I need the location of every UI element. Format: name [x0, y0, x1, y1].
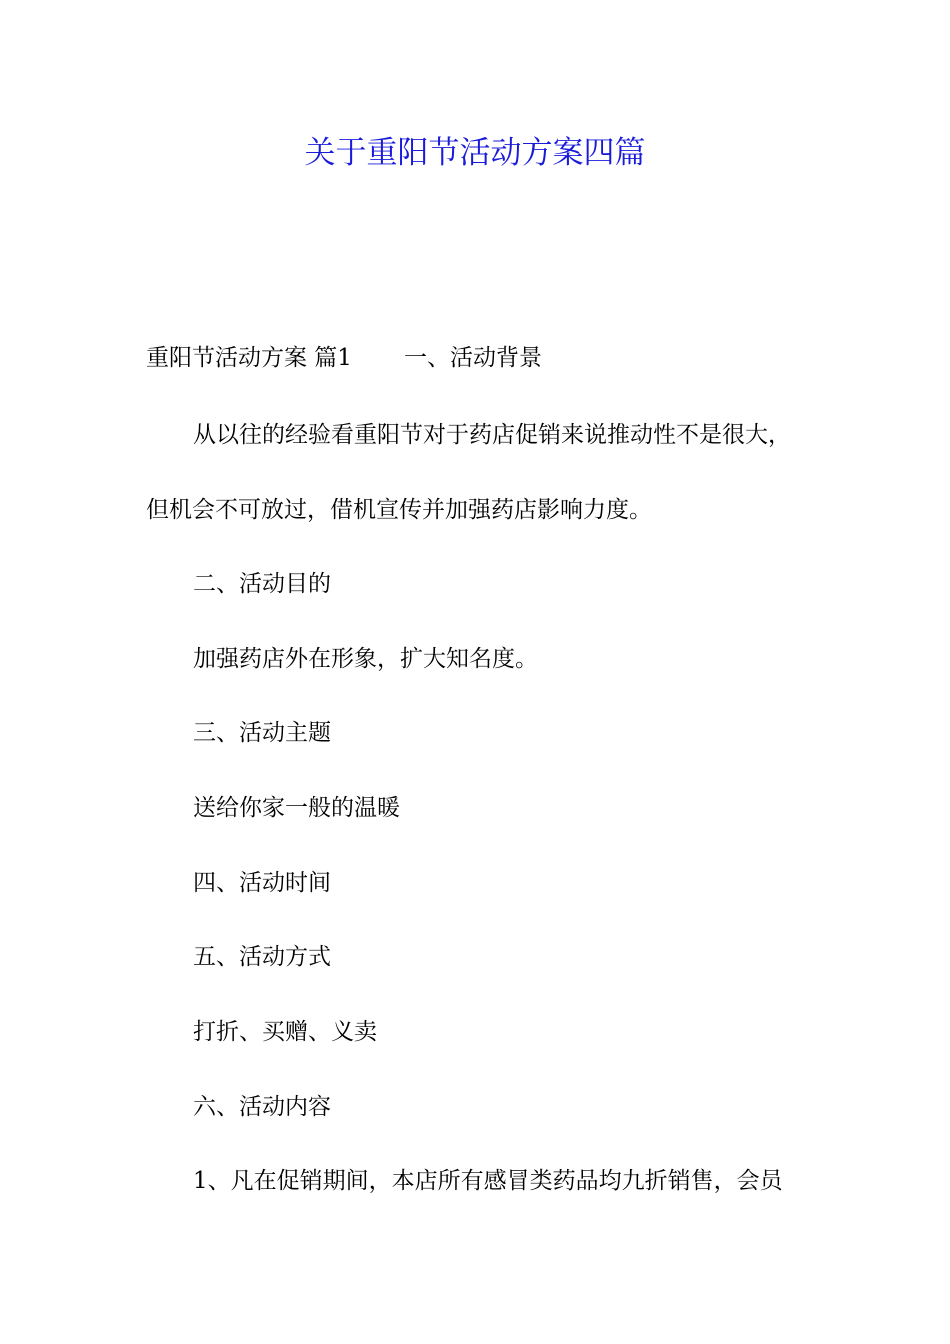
- paragraph-method: 打折、买赠、义卖: [193, 1019, 377, 1045]
- paragraph-background-text-cont: 但机会不可放过，借机宣传并加强药店影响力度。: [146, 497, 652, 523]
- section-heading: 重阳节活动方案 篇1: [146, 345, 352, 371]
- paragraph-theme: 送给你家一般的温暖: [193, 795, 400, 821]
- heading-theme: 三、活动主题: [193, 720, 331, 746]
- section-heading-line: [146, 340, 542, 376]
- paragraph-purpose: 加强药店外在形象，扩大知名度。: [193, 646, 538, 672]
- heading-time: 四、活动时间: [193, 870, 331, 896]
- document-title: 关于重阳节活动方案四篇: [304, 135, 646, 171]
- heading-method: 五、活动方式: [193, 944, 331, 970]
- heading-purpose: 二、活动目的: [193, 571, 331, 597]
- paragraph-background-heading: 一、活动背景: [403, 345, 542, 371]
- heading-content: 六、活动内容: [193, 1094, 331, 1120]
- paragraph-background-text: 从以往的经验看重阳节对于药店促销来说推动性不是很大，: [193, 422, 791, 448]
- paragraph-content-item-1: 1、凡在促销期间，本店所有感冒类药品均九折销售，会员: [193, 1168, 783, 1194]
